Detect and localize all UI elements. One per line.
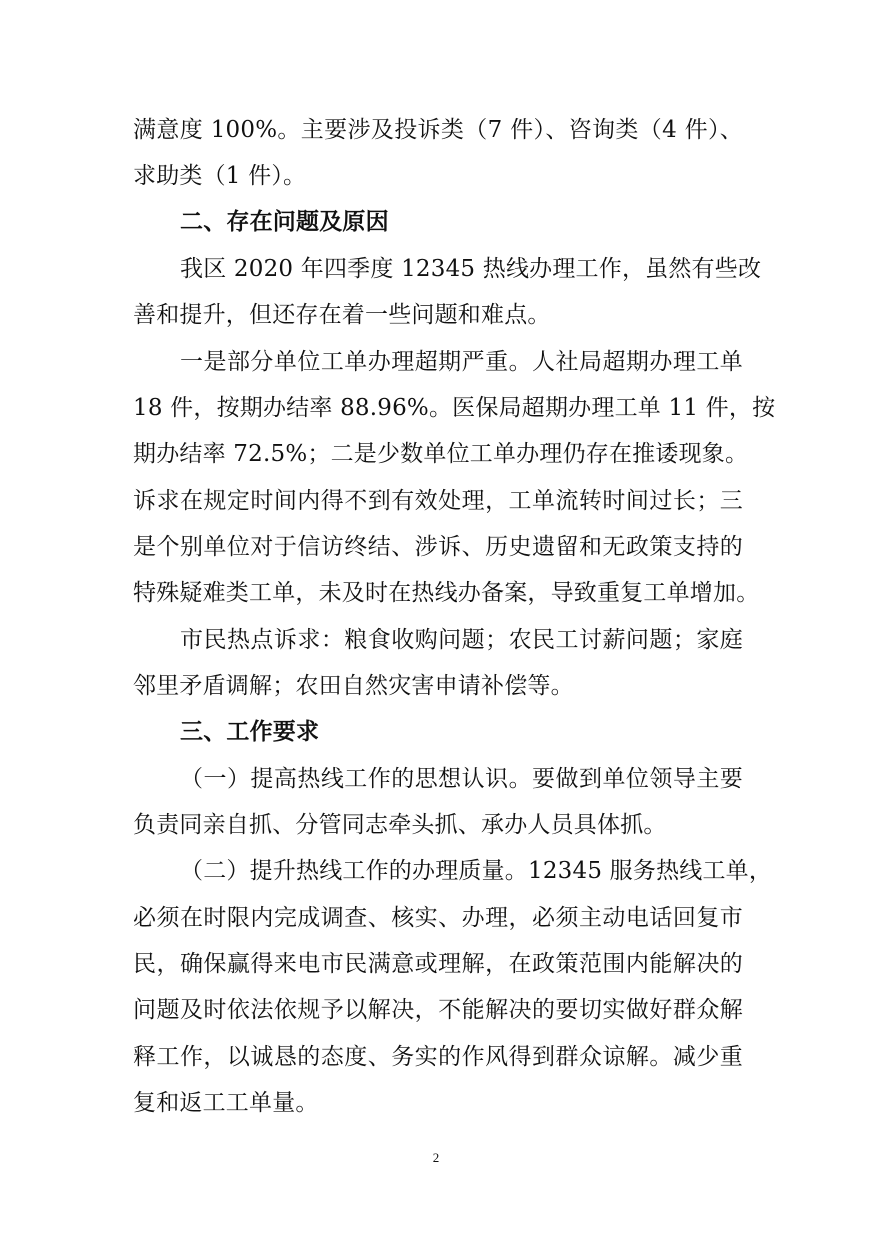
section-heading-requirements: 三、工作要求 (180, 719, 320, 745)
body-text-line: 民，确保赢得来电市民满意或理解，在政策范围内能解决的 (133, 951, 743, 977)
body-text-line: （一）提高热线工作的思想认识。要做到单位领导主要 (180, 766, 743, 792)
body-text-line: 释工作，以诚恳的态度、务实的作风得到群众谅解。减少重 (133, 1044, 743, 1070)
body-text-line: 问题及时依法依规予以解决，不能解决的要切实做好群众解 (133, 997, 743, 1023)
body-text-line: 期办结率 72.5%；二是少数单位工单办理仍存在推诿现象。 (133, 441, 749, 467)
body-text-line: 复和返工工单量。 (133, 1090, 319, 1116)
body-text-line: 我区 2020 年四季度 12345 热线办理工作，虽然有些改 (180, 256, 762, 282)
body-text-line: 诉求在规定时间内得不到有效处理，工单流转时间过长；三 (133, 488, 743, 514)
section-heading-problems: 二、存在问题及原因 (180, 209, 389, 235)
body-text-line: 邻里矛盾调解；农田自然灾害申请补偿等。 (133, 673, 574, 699)
page-number: 2 (432, 1150, 440, 1165)
body-text-line: 一是部分单位工单办理超期严重。人社局超期办理工单 (180, 349, 743, 375)
body-text-line: 求助类（1 件）。 (133, 163, 307, 189)
body-text-line: 市民热点诉求：粮食收购问题；农民工讨薪问题；家庭 (180, 627, 743, 653)
body-text-line: 18 件，按期办结率 88.96%。医保局超期办理工单 11 件，按 (133, 395, 776, 421)
body-text-line: 善和提升，但还存在着一些问题和难点。 (133, 302, 551, 328)
body-text-line: 特殊疑难类工单，未及时在热线办备案，导致重复工单增加。 (133, 580, 760, 606)
body-text-line: 负责同亲自抓、分管同志牵头抓、承办人员具体抓。 (133, 812, 667, 838)
body-text-line: 是个别单位对于信访终结、涉诉、历史遗留和无政策支持的 (133, 534, 743, 560)
body-text-line: （二）提升热线工作的办理质量。12345 服务热线工单， (180, 858, 773, 884)
body-text-line: 满意度 100%。主要涉及投诉类（7 件）、咨询类（4 件）、 (133, 117, 743, 143)
body-text-line: 必须在时限内完成调查、核实、办理，必须主动电话回复市 (133, 905, 743, 931)
